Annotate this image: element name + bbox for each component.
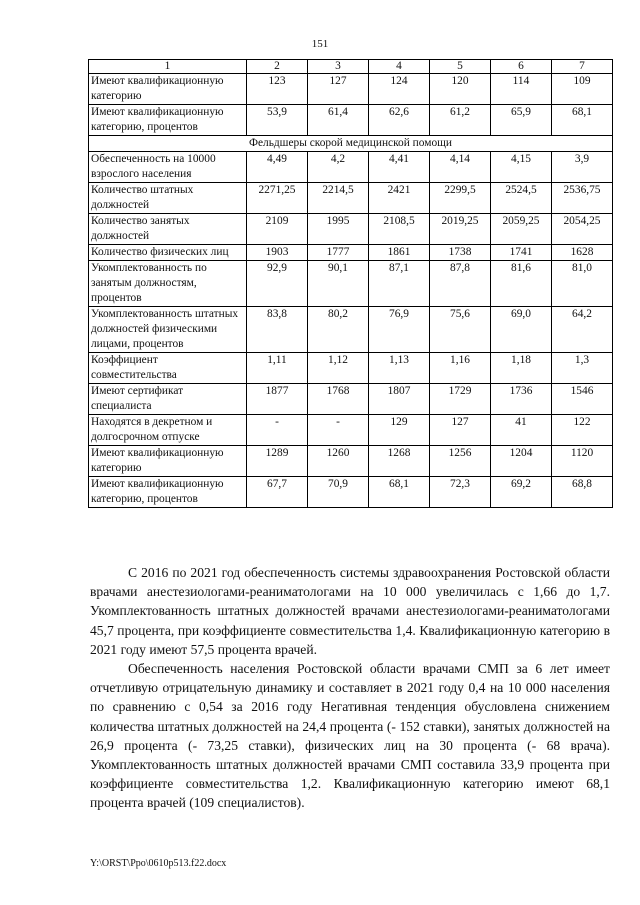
table-cell: 1903 — [247, 245, 308, 261]
table-cell: 2019,25 — [430, 214, 491, 245]
row-label: Имеют квалификационную категорию, процентов — [89, 477, 247, 508]
row-label: Укомплектованность штатных должностей физическими лицами, процентов — [89, 307, 247, 353]
row-label: Имеют сертификат специалиста — [89, 384, 247, 415]
table-cell: 69,2 — [491, 477, 552, 508]
table-cell: 80,2 — [308, 307, 369, 353]
table-cell: 2536,75 — [552, 183, 613, 214]
table-cell: 114 — [491, 74, 552, 105]
table-cell: 1120 — [552, 446, 613, 477]
table-cell: - — [247, 415, 308, 446]
table-cell: 90,1 — [308, 261, 369, 307]
table-cell: 120 — [430, 74, 491, 105]
table-cell: 1,13 — [369, 353, 430, 384]
table-cell: 1289 — [247, 446, 308, 477]
table-cell: 2054,25 — [552, 214, 613, 245]
table-header-row — [89, 60, 613, 74]
table-cell: 2059,25 — [491, 214, 552, 245]
table-cell: 3,9 — [552, 152, 613, 183]
table-cell: 2299,5 — [430, 183, 491, 214]
paragraph: Обеспеченность населения Ростовской области врачами СМП за 6 лет имеет отчетливую отрицательную динамику и составляет в 2021 году 0,4 на 10 000 населения по сравнению с 0,54 за 2016 году Негативная тенденция обусловлена снижением количества штатных должностей на 24,4 процента (- 152 ставки), занятых должностей на 26,9 процента (- 73,25 ставки), физических лиц на 30 процента (- 68 врача). Укомплектованность штатных должностей врачами СМП составила 33,9 процента при коэффициенте совместительства 1,2. Квалификационную категорию имеют 68,1 процента врачей (109 специалистов). — [90, 661, 610, 811]
table-cell: 41 — [491, 415, 552, 446]
table-cell: 127 — [430, 415, 491, 446]
row-label: Количество занятых должностей — [89, 214, 247, 245]
column-header: 3 — [308, 60, 369, 74]
row-label: Находятся в декретном и долгосрочном отпуске — [89, 415, 247, 446]
table-cell: 76,9 — [369, 307, 430, 353]
column-header: 2 — [247, 60, 308, 74]
table-cell: 4,2 — [308, 152, 369, 183]
section-title: Фельдшеры скорой медицинской помощи — [89, 136, 613, 152]
table-cell: 75,6 — [430, 307, 491, 353]
table-cell: 2524,5 — [491, 183, 552, 214]
table-cell: 81,0 — [552, 261, 613, 307]
table-cell: 2421 — [369, 183, 430, 214]
row-label: Имеют квалификационную категорию — [89, 446, 247, 477]
section-row — [89, 136, 613, 152]
table-cell: 81,6 — [491, 261, 552, 307]
row-label: Обеспеченность на 10000 взрослого населения — [89, 152, 247, 183]
row-label: Коэффициент совместительства — [89, 353, 247, 384]
table-cell: 1,12 — [308, 353, 369, 384]
table-cell: 1768 — [308, 384, 369, 415]
table-cell: 4,14 — [430, 152, 491, 183]
column-header: 1 — [89, 60, 247, 74]
table-cell: 67,7 — [247, 477, 308, 508]
table-cell: 2214,5 — [308, 183, 369, 214]
staffing-table — [88, 59, 613, 508]
table-cell: 129 — [369, 415, 430, 446]
table-cell: 2271,25 — [247, 183, 308, 214]
table-row — [89, 214, 613, 245]
table-cell: 1628 — [552, 245, 613, 261]
table-row — [89, 245, 613, 261]
table-cell: 1268 — [369, 446, 430, 477]
row-label: Имеют квалификационную категорию — [89, 74, 247, 105]
table-cell: 1807 — [369, 384, 430, 415]
table-cell: 4,41 — [369, 152, 430, 183]
table-row — [89, 384, 613, 415]
row-label: Количество штатных должностей — [89, 183, 247, 214]
table-cell: 2109 — [247, 214, 308, 245]
table-cell: 1204 — [491, 446, 552, 477]
table-cell: 1546 — [552, 384, 613, 415]
table-row — [89, 446, 613, 477]
column-header: 4 — [369, 60, 430, 74]
table-cell: 1741 — [491, 245, 552, 261]
table-cell: 122 — [552, 415, 613, 446]
row-label: Количество физических лиц — [89, 245, 247, 261]
table-cell: 87,8 — [430, 261, 491, 307]
table-row — [89, 183, 613, 214]
table-row — [89, 353, 613, 384]
table-row — [89, 74, 613, 105]
column-header: 7 — [552, 60, 613, 74]
row-label: Имеют квалификационную категорию, процентов — [89, 105, 247, 136]
table-cell: 70,9 — [308, 477, 369, 508]
table-cell: 1260 — [308, 446, 369, 477]
table-cell: 1861 — [369, 245, 430, 261]
table-cell: 61,2 — [430, 105, 491, 136]
table-row — [89, 307, 613, 353]
row-label: Укомплектованность по занятым должностям, процентов — [89, 261, 247, 307]
table-cell: 83,8 — [247, 307, 308, 353]
table-cell: 64,2 — [552, 307, 613, 353]
column-header: 5 — [430, 60, 491, 74]
table-cell: 53,9 — [247, 105, 308, 136]
table-cell: - — [308, 415, 369, 446]
table-cell: 68,1 — [552, 105, 613, 136]
table-cell: 69,0 — [491, 307, 552, 353]
table-cell: 92,9 — [247, 261, 308, 307]
table-row — [89, 415, 613, 446]
table-cell: 68,1 — [369, 477, 430, 508]
page-number: 151 — [311, 38, 329, 50]
table-cell: 87,1 — [369, 261, 430, 307]
table-cell: 72,3 — [430, 477, 491, 508]
table-cell: 123 — [247, 74, 308, 105]
body-text — [90, 563, 610, 813]
table-cell: 1777 — [308, 245, 369, 261]
table-cell: 61,4 — [308, 105, 369, 136]
table-cell: 1,16 — [430, 353, 491, 384]
table-row — [89, 105, 613, 136]
column-header: 6 — [491, 60, 552, 74]
table-cell: 65,9 — [491, 105, 552, 136]
table-row — [89, 261, 613, 307]
table-cell: 1,3 — [552, 353, 613, 384]
table-cell: 4,49 — [247, 152, 308, 183]
table-cell: 4,15 — [491, 152, 552, 183]
table-cell: 124 — [369, 74, 430, 105]
table-cell: 1256 — [430, 446, 491, 477]
table-cell: 2108,5 — [369, 214, 430, 245]
table-cell: 1729 — [430, 384, 491, 415]
table-cell: 127 — [308, 74, 369, 105]
paragraph: С 2016 по 2021 год обеспеченность системы здравоохранения Ростовской области врачами анестезиологами-реаниматологами на 10 000 увеличилась с 1,66 до 1,7. Укомплектованность штатных должностей врачами анестезиологами-реаниматологами 45,7 процента, при коэффициенте совместительства 1,4. Квалификационную категорию в 2021 году имеют 57,5 процента врачей. — [90, 565, 610, 657]
table-cell: 62,6 — [369, 105, 430, 136]
file-path-footer: Y:\ORST\Ppo\0610p513.f22.docx — [90, 858, 227, 869]
table-cell: 1995 — [308, 214, 369, 245]
table-cell: 68,8 — [552, 477, 613, 508]
table-cell: 1,11 — [247, 353, 308, 384]
table-row — [89, 477, 613, 508]
table-cell: 1,18 — [491, 353, 552, 384]
table-row — [89, 152, 613, 183]
table-cell: 1736 — [491, 384, 552, 415]
table-cell: 1738 — [430, 245, 491, 261]
table-cell: 109 — [552, 74, 613, 105]
table-cell: 1877 — [247, 384, 308, 415]
